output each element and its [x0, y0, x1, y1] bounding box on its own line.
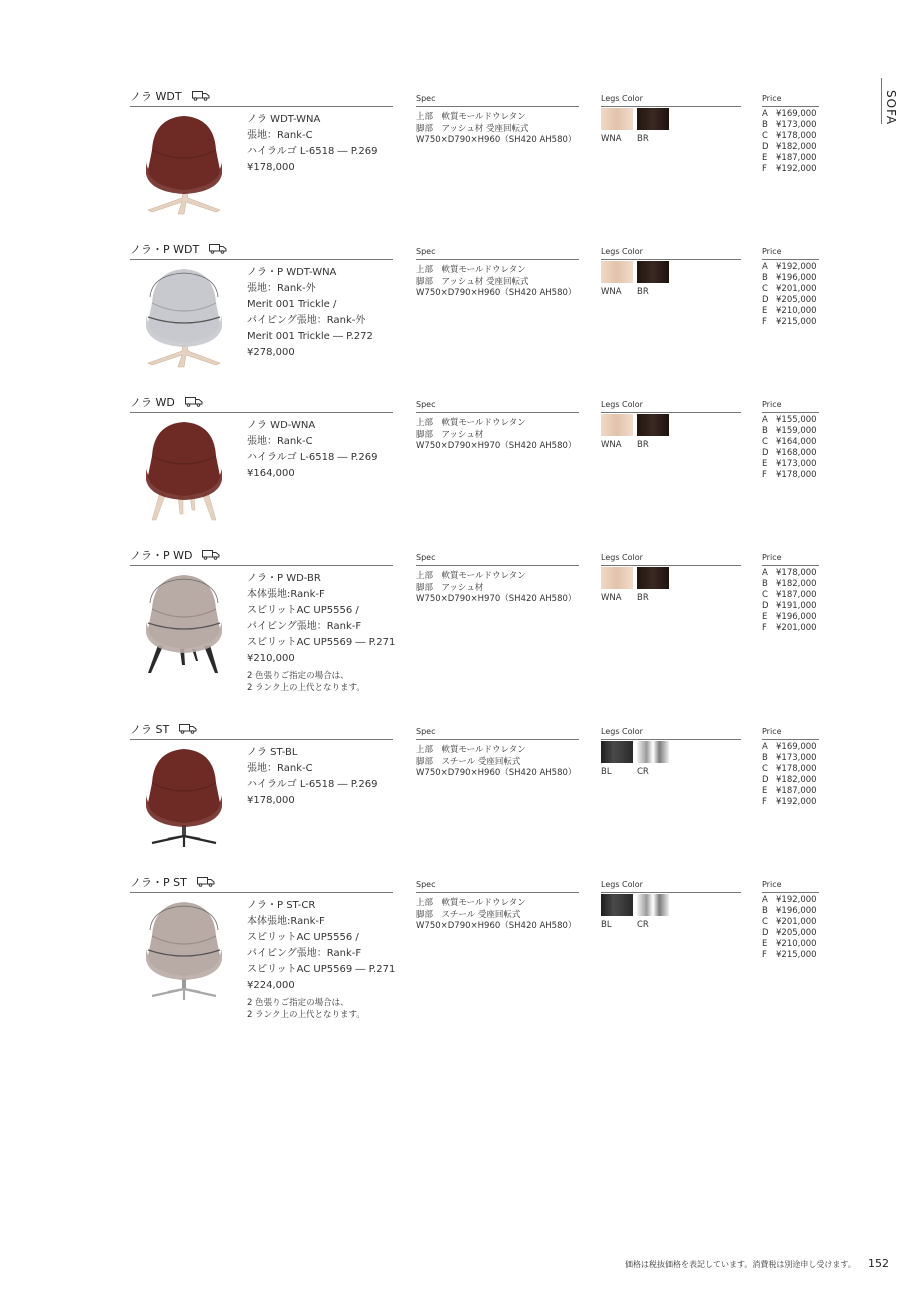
price-value: ¥215,000: [776, 317, 817, 327]
price-grade: B: [762, 906, 768, 916]
spec-header: Spec: [416, 880, 436, 889]
legs-color-header: Legs Color: [601, 727, 643, 736]
description-line: 本体張地:Rank-F: [247, 916, 325, 927]
price-grade: A: [762, 109, 768, 119]
price-value: ¥192,000: [776, 895, 817, 905]
price-grade: C: [762, 437, 768, 447]
description-line: ノラ WDT-WNA: [247, 114, 321, 125]
leg-color-swatch-br: [637, 567, 669, 589]
description-line: ノラ・P WDT-WNA: [247, 267, 337, 278]
footer-note: 価格は税抜価格を表記しています。消費税は別途申し受けます。: [625, 1260, 856, 1269]
description-line: ノラ WD-WNA: [247, 420, 316, 431]
price-value: ¥210,000: [776, 306, 817, 316]
price-value: ¥201,000: [776, 917, 817, 927]
spec-line: 上部 軟質モールドウレタン: [416, 265, 526, 275]
price-grade: D: [762, 775, 769, 785]
price-value: ¥187,000: [776, 153, 817, 163]
price-rule: [762, 259, 819, 260]
description-line: ¥278,000: [247, 347, 295, 358]
price-grade: D: [762, 448, 769, 458]
price-row: [762, 273, 817, 284]
description-line: ノラ ST-BL: [247, 747, 298, 758]
description-line: スピリットAC UP5556 /: [247, 605, 359, 616]
price-row: [762, 895, 817, 906]
leg-color-swatch-bl: [601, 894, 633, 916]
chair-image: [138, 420, 228, 520]
price-grade: C: [762, 131, 768, 141]
description-line: ノラ・P ST-CR: [247, 900, 316, 911]
price-grade: E: [762, 459, 768, 469]
legs-rule: [601, 892, 741, 893]
legs-rule: [601, 259, 741, 260]
price-row: [762, 164, 817, 175]
title-rule: [130, 106, 393, 107]
price-rule: [762, 739, 819, 740]
product-description: [247, 745, 377, 809]
leg-color-swatch-br: [637, 261, 669, 283]
spec-header: Spec: [416, 553, 436, 562]
spec-text: [416, 571, 576, 606]
price-grade: A: [762, 262, 768, 272]
note-line: 2 色張りご指定の場合は、: [247, 671, 349, 681]
price-grade: A: [762, 415, 768, 425]
price-row: [762, 131, 817, 142]
product-section: [0, 394, 915, 544]
description-line: パイピング張地：Rank-F: [247, 621, 362, 632]
price-row: [762, 415, 817, 426]
legs-rule: [601, 565, 741, 566]
price-grade: F: [762, 470, 767, 480]
product-title: ノラ・P WD: [130, 547, 220, 563]
price-row: [762, 753, 817, 764]
price-row: [762, 764, 817, 775]
price-value: ¥182,000: [776, 579, 817, 589]
price-list: [762, 742, 817, 808]
price-row: [762, 612, 817, 623]
price-rule: [762, 412, 819, 413]
two-tone-note: [247, 997, 395, 1021]
description-line: パイピング張地：Rank-F: [247, 948, 362, 959]
leg-color-swatch-wna: [601, 567, 633, 589]
price-value: ¥169,000: [776, 742, 817, 752]
spec-rule: [416, 106, 579, 107]
price-grade: C: [762, 590, 768, 600]
spec-line: W750×D790×H970（SH420 AH580）: [416, 441, 577, 451]
spec-line: 上部 軟質モールドウレタン: [416, 418, 526, 428]
leg-color-swatch-wna: [601, 108, 633, 130]
description-line: パイピング張地：Rank-外: [247, 315, 366, 326]
product-section: [0, 547, 915, 697]
side-section-label: SOFA: [884, 90, 898, 126]
leg-color-label: WNA: [601, 440, 622, 450]
delivery-truck-icon: [179, 724, 197, 734]
price-header: Price: [762, 553, 782, 562]
price-value: ¥173,000: [776, 459, 817, 469]
description-line: ¥224,000: [247, 980, 295, 991]
note-line: 2 ランク上の上代となります。: [247, 683, 365, 693]
chair-image: [138, 267, 228, 367]
product-description: [247, 112, 377, 176]
description-line: 張地：Rank-C: [247, 436, 313, 447]
legs-rule: [601, 106, 741, 107]
price-row: [762, 317, 817, 328]
price-header: Price: [762, 94, 782, 103]
description-line: スピリットAC UP5556 /: [247, 932, 359, 943]
description-line: 張地：Rank-外: [247, 283, 316, 294]
spec-line: 脚部 スチール 受座回転式: [416, 756, 521, 767]
chair-image: [138, 573, 228, 673]
title-rule: [130, 892, 393, 893]
price-value: ¥196,000: [776, 273, 817, 283]
leg-color-label: BR: [637, 134, 649, 144]
price-list: [762, 568, 817, 634]
spec-line: 上部 軟質モールドウレタン: [416, 898, 526, 908]
spec-line: W750×D790×H960（SH420 AH580）: [416, 921, 577, 931]
price-row: [762, 579, 817, 590]
spec-rule: [416, 739, 579, 740]
leg-color-label: BL: [601, 920, 612, 930]
price-grade: F: [762, 317, 767, 327]
spec-header: Spec: [416, 94, 436, 103]
price-header: Price: [762, 400, 782, 409]
price-header: Price: [762, 247, 782, 256]
price-grade: A: [762, 742, 768, 752]
price-value: ¥173,000: [776, 753, 817, 763]
price-grade: E: [762, 786, 768, 796]
leg-color-label: WNA: [601, 287, 622, 297]
price-value: ¥182,000: [776, 142, 817, 152]
price-row: [762, 775, 817, 786]
price-value: ¥182,000: [776, 775, 817, 785]
price-grade: D: [762, 295, 769, 305]
price-value: ¥187,000: [776, 590, 817, 600]
price-list: [762, 262, 817, 328]
title-rule: [130, 739, 393, 740]
price-value: ¥178,000: [776, 470, 817, 480]
price-grade: B: [762, 579, 768, 589]
price-row: [762, 939, 817, 950]
spec-rule: [416, 412, 579, 413]
price-value: ¥215,000: [776, 950, 817, 960]
price-grade: E: [762, 153, 768, 163]
two-tone-note: [247, 670, 395, 694]
price-value: ¥187,000: [776, 786, 817, 796]
price-grade: E: [762, 939, 768, 949]
leg-color-swatch-cr: [637, 741, 669, 763]
chair-image: [138, 114, 228, 214]
spec-line: W750×D790×H960（SH420 AH580）: [416, 135, 577, 145]
description-line: ハイラルゴ L-6518 ― P.269: [247, 146, 378, 157]
price-value: ¥192,000: [776, 797, 817, 807]
price-grade: B: [762, 753, 768, 763]
price-value: ¥201,000: [776, 623, 817, 633]
spec-rule: [416, 565, 579, 566]
description-line: ハイラルゴ L-6518 ― P.269: [247, 452, 378, 463]
product-title: ノラ WDT: [130, 88, 210, 104]
price-row: [762, 437, 817, 448]
price-row: [762, 120, 817, 131]
spec-rule: [416, 892, 579, 893]
leg-color-swatch-cr: [637, 894, 669, 916]
price-row: [762, 906, 817, 917]
price-grade: D: [762, 928, 769, 938]
price-row: [762, 928, 817, 939]
price-grade: B: [762, 426, 768, 436]
price-grade: A: [762, 568, 768, 578]
price-grade: F: [762, 623, 767, 633]
price-row: [762, 742, 817, 753]
price-row: [762, 786, 817, 797]
price-grade: D: [762, 601, 769, 611]
leg-color-swatch-br: [637, 414, 669, 436]
price-grade: C: [762, 284, 768, 294]
title-rule: [130, 412, 393, 413]
spec-text: [416, 898, 576, 933]
product-section: [0, 874, 915, 1024]
description-line: ¥210,000: [247, 653, 295, 664]
note-line: 2 ランク上の上代となります。: [247, 1010, 365, 1020]
legs-color-header: Legs Color: [601, 247, 643, 256]
delivery-truck-icon: [192, 91, 210, 101]
legs-color-header: Legs Color: [601, 553, 643, 562]
price-rule: [762, 565, 819, 566]
leg-color-swatch-wna: [601, 414, 633, 436]
spec-line: 脚部 アッシュ材: [416, 429, 484, 440]
product-description: [247, 265, 373, 361]
price-row: [762, 568, 817, 579]
title-rule: [130, 259, 393, 260]
product-title: ノラ ST: [130, 721, 197, 737]
price-value: ¥178,000: [776, 568, 817, 578]
note-line: 2 色張りご指定の場合は、: [247, 998, 349, 1008]
price-row: [762, 459, 817, 470]
price-row: [762, 295, 817, 306]
legs-color-header: Legs Color: [601, 94, 643, 103]
price-rule: [762, 892, 819, 893]
delivery-truck-icon: [197, 877, 215, 887]
description-line: ¥164,000: [247, 468, 295, 479]
price-row: [762, 262, 817, 273]
price-value: ¥178,000: [776, 131, 817, 141]
spec-line: 上部 軟質モールドウレタン: [416, 745, 526, 755]
leg-color-label: BR: [637, 593, 649, 603]
product-section: [0, 721, 915, 871]
price-row: [762, 448, 817, 459]
price-grade: A: [762, 895, 768, 905]
spec-line: 脚部 アッシュ材 受座回転式: [416, 276, 529, 287]
price-value: ¥210,000: [776, 939, 817, 949]
price-row: [762, 917, 817, 928]
price-value: ¥173,000: [776, 120, 817, 130]
leg-color-label: BL: [601, 767, 612, 777]
spec-line: 脚部 スチール 受座回転式: [416, 909, 521, 920]
price-value: ¥205,000: [776, 295, 817, 305]
description-line: Merit 001 Trickle ― P.272: [247, 331, 373, 342]
price-value: ¥205,000: [776, 928, 817, 938]
leg-color-swatch-bl: [601, 741, 633, 763]
legs-rule: [601, 412, 741, 413]
price-row: [762, 470, 817, 481]
price-row: [762, 109, 817, 120]
leg-color-label: WNA: [601, 134, 622, 144]
product-title: ノラ WD: [130, 394, 203, 410]
description-line: 張地：Rank-C: [247, 763, 313, 774]
delivery-truck-icon: [209, 244, 227, 254]
price-grade: E: [762, 306, 768, 316]
price-grade: C: [762, 764, 768, 774]
leg-color-label: CR: [637, 767, 649, 777]
leg-color-label: BR: [637, 440, 649, 450]
chair-image: [138, 747, 228, 847]
price-grade: F: [762, 164, 767, 174]
price-row: [762, 950, 817, 961]
spec-line: W750×D790×H960（SH420 AH580）: [416, 768, 577, 778]
legs-color-header: Legs Color: [601, 880, 643, 889]
price-value: ¥169,000: [776, 109, 817, 119]
price-list: [762, 415, 817, 481]
price-grade: E: [762, 612, 768, 622]
spec-line: 脚部 アッシュ材: [416, 582, 484, 593]
price-row: [762, 142, 817, 153]
price-value: ¥192,000: [776, 262, 817, 272]
price-row: [762, 153, 817, 164]
description-line: ノラ・P WD-BR: [247, 573, 321, 584]
price-rule: [762, 106, 819, 107]
legs-color-header: Legs Color: [601, 400, 643, 409]
price-row: [762, 306, 817, 317]
chair-image: [138, 900, 228, 1000]
spec-line: 脚部 アッシュ材 受座回転式: [416, 123, 529, 134]
spec-line: W750×D790×H960（SH420 AH580）: [416, 288, 577, 298]
product-description: [247, 898, 395, 1021]
price-value: ¥191,000: [776, 601, 817, 611]
product-description: [247, 418, 377, 482]
price-header: Price: [762, 880, 782, 889]
price-value: ¥192,000: [776, 164, 817, 174]
leg-color-label: BR: [637, 287, 649, 297]
description-line: スピリットAC UP5569 ― P.271: [247, 637, 396, 648]
price-value: ¥159,000: [776, 426, 817, 436]
price-grade: B: [762, 120, 768, 130]
product-section: [0, 241, 915, 391]
title-rule: [130, 565, 393, 566]
price-row: [762, 601, 817, 612]
price-list: [762, 109, 817, 175]
description-line: ¥178,000: [247, 162, 295, 173]
spec-text: [416, 745, 576, 780]
legs-rule: [601, 739, 741, 740]
price-row: [762, 623, 817, 634]
description-line: ¥178,000: [247, 795, 295, 806]
leg-color-label: WNA: [601, 593, 622, 603]
price-value: ¥168,000: [776, 448, 817, 458]
spec-text: [416, 265, 576, 300]
price-grade: C: [762, 917, 768, 927]
spec-rule: [416, 259, 579, 260]
description-line: スピリットAC UP5569 ― P.271: [247, 964, 396, 975]
price-value: ¥196,000: [776, 612, 817, 622]
spec-header: Spec: [416, 400, 436, 409]
leg-color-swatch-wna: [601, 261, 633, 283]
product-title: ノラ・P WDT: [130, 241, 227, 257]
price-value: ¥178,000: [776, 764, 817, 774]
price-row: [762, 797, 817, 808]
spec-text: [416, 418, 576, 453]
spec-text: [416, 112, 576, 147]
price-grade: D: [762, 142, 769, 152]
delivery-truck-icon: [202, 550, 220, 560]
price-value: ¥201,000: [776, 284, 817, 294]
description-line: Merit 001 Trickle /: [247, 299, 337, 310]
price-header: Price: [762, 727, 782, 736]
leg-color-swatch-br: [637, 108, 669, 130]
price-grade: F: [762, 797, 767, 807]
page-number: 152: [868, 1257, 889, 1270]
spec-line: 上部 軟質モールドウレタン: [416, 112, 526, 122]
description-line: 張地：Rank-C: [247, 130, 313, 141]
price-grade: B: [762, 273, 768, 283]
leg-color-label: CR: [637, 920, 649, 930]
product-title: ノラ・P ST: [130, 874, 215, 890]
price-row: [762, 590, 817, 601]
description-line: 本体張地:Rank-F: [247, 589, 325, 600]
price-value: ¥155,000: [776, 415, 817, 425]
price-value: ¥164,000: [776, 437, 817, 447]
product-section: [0, 88, 915, 238]
spec-line: 上部 軟質モールドウレタン: [416, 571, 526, 581]
price-row: [762, 284, 817, 295]
spec-line: W750×D790×H970（SH420 AH580）: [416, 594, 577, 604]
description-line: ハイラルゴ L-6518 ― P.269: [247, 779, 378, 790]
delivery-truck-icon: [185, 397, 203, 407]
price-row: [762, 426, 817, 437]
price-list: [762, 895, 817, 961]
price-value: ¥196,000: [776, 906, 817, 916]
price-grade: F: [762, 950, 767, 960]
product-description: [247, 571, 395, 694]
spec-header: Spec: [416, 247, 436, 256]
spec-header: Spec: [416, 727, 436, 736]
